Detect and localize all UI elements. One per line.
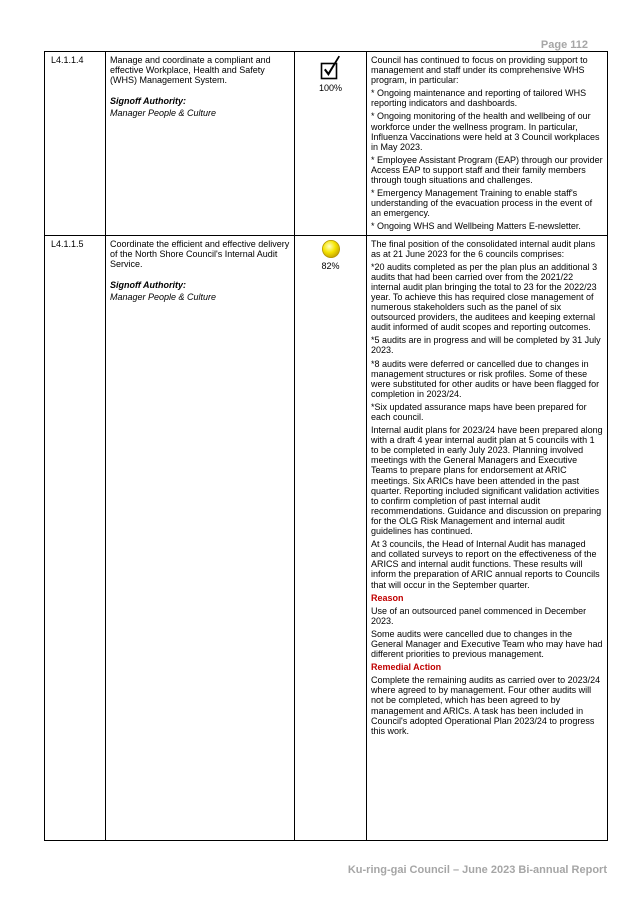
comment-paragraph: Council has continued to focus on providing support to management and staff under its comprehensive WHS program, in particular: — [371, 55, 588, 86]
action-code: L4.1.1.5 — [45, 235, 106, 840]
reason-paragraph: Use of an outsourced panel commenced in December 2023. — [371, 605, 587, 626]
action-description: Manage and coordinate a compliant and effective Workplace, Health and Safety (WHS) Management System. — [110, 55, 271, 86]
signoff-authority-label: Signoff Authority: — [110, 96, 186, 107]
action-description-cell — [106, 235, 295, 840]
comment-paragraph: * Ongoing maintenance and reporting of tailored WHS reporting indicators and dashboards. — [371, 88, 587, 109]
comments-cell — [367, 52, 608, 236]
comment-paragraph: *5 audits are in progress and will be completed by 31 July 2023. — [371, 335, 601, 356]
action-description-cell — [106, 52, 295, 236]
completion-percent: 100% — [318, 83, 343, 93]
operational-plan-table — [44, 51, 608, 841]
comment-paragraph: * Employee Assistant Program (EAP) through our provider Access EAP to support staff and their family members through tough situations and challenges. — [371, 154, 603, 186]
signoff-authority-label: Signoff Authority: — [110, 279, 186, 290]
comment-paragraph: * Ongoing monitoring of the health and wellbeing of our workforce under the wellness program. In particular, Influenza Vaccinations were held at 3 Council workplaces in May 2023. — [371, 111, 600, 152]
action-description: Coordinate the efficient and effective delivery of the North Shore Council's Internal Audit Service. — [110, 238, 290, 269]
completion-percent: 82% — [321, 260, 340, 271]
checkmark-box-icon — [319, 55, 343, 81]
remedial-action-paragraph: Complete the remaining audits as carried over to 2023/24 where agreed to by management. Four other audits will not be completed, which has been agreed to by management and ARICs. A task has been included in Council's adopted Operational Plan 2023/24 to progress this work. — [371, 675, 601, 736]
report-footer: Ku-ring-gai Council – June 2023 Bi-annual Report — [347, 864, 607, 876]
comment-paragraph: The final position of the consolidated internal audit plans as at 21 June 2023 for the 6 councils comprises: — [371, 238, 596, 259]
remedial-action-heading: Remedial Action — [371, 662, 442, 673]
signoff-authority-name: Manager People & Culture — [110, 291, 217, 302]
comment-paragraph: Internal audit plans for 2023/24 have been prepared along with a draft 4 year internal audit plan at 5 councils with 1 to be completed in early July 2023. Planning involved meetings with the General Managers and Executive Teams to prepare plans for endorsement at ARIC meetings. Six ARICs have been attended in the past quarter. Reporting included significant validation activities to confirm completion of past internal audit recommendations. Guidance and discussion on preparing for the OLG Risk Management and internal audit guidelines has continued. — [371, 425, 603, 537]
comment-paragraph: *8 audits were deferred or cancelled due to changes in management structures or risk profiles. Some of these were substituted for other audits or have been flagged for completion in 2023/24. — [371, 358, 600, 399]
yellow-circle-icon — [321, 239, 341, 259]
comment-paragraph: *20 audits completed as per the plan plus an additional 3 audits that had been carried over from the 2021/22 internal audit plan bringing the total to 23 for the 2022/23 year. To achieve this has required close management of numerous stakeholders such as the panel of six outsourced providers, the auditees and keeping external audit informed of audit scopes and reporting outcomes. — [371, 261, 598, 333]
comment-paragraph: *Six updated assurance maps have been prepared for each council. — [371, 401, 587, 422]
comment-paragraph: * Emergency Management Training to enable staff's understanding of the evacuation process in the event of an emergency. — [371, 188, 593, 219]
comments-cell — [367, 235, 608, 840]
table-row — [45, 235, 608, 840]
comment-paragraph: At 3 councils, the Head of Internal Audit has managed and collated surveys to report on the effectiveness of the ARICS and internal audit functions. These results will inform the preparation of ARIC annual reports to Councils that will occur in the September quarter. — [371, 539, 600, 590]
comment-paragraph: * Ongoing WHS and Wellbeing Matters E-newsletter. — [371, 221, 581, 232]
page-number: Page 112 — [540, 39, 588, 51]
action-code: L4.1.1.4 — [45, 52, 106, 236]
status-cell — [295, 235, 367, 840]
status-cell — [295, 52, 367, 236]
reason-paragraph: Some audits were cancelled due to changes in the General Manager and Executive Team who may have had different priorities to previous management. — [371, 628, 603, 660]
reason-heading: Reason — [371, 592, 404, 603]
signoff-authority-name: Manager People & Culture — [110, 108, 217, 119]
table-row — [45, 52, 608, 236]
